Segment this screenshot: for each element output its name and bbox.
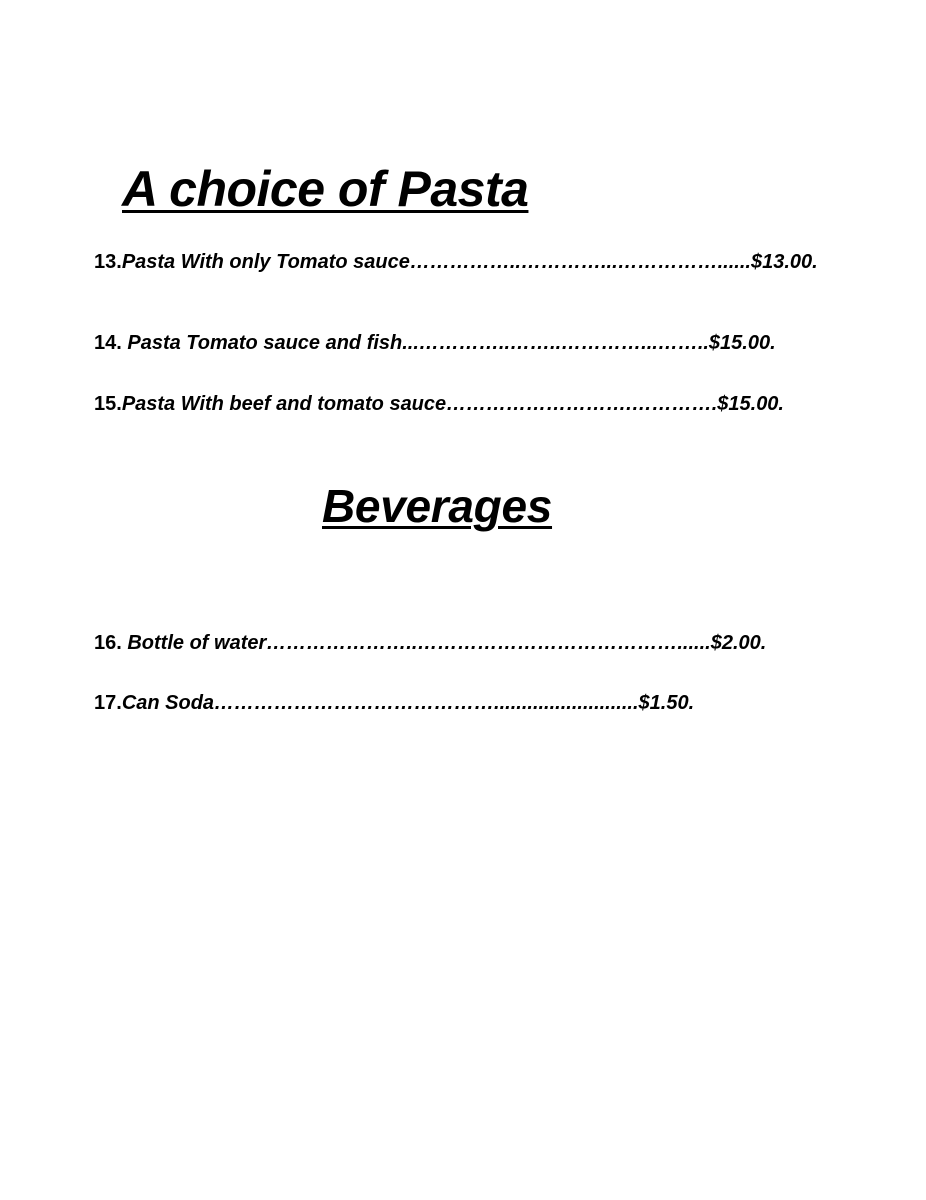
menu-item-14 [94, 330, 776, 356]
item-number: 15. [94, 393, 122, 415]
menu-item-17 [94, 690, 694, 716]
menu-item-13 [94, 249, 818, 275]
item-description-price: Pasta With only Tomato sauce……………..…………...……………......$13.00. [121, 251, 818, 273]
item-number: 14. [94, 332, 128, 354]
beverages-section-title: Beverages [322, 480, 553, 532]
pasta-section-title: A choice of Pasta [122, 161, 529, 217]
item-description-price: Pasta Tomato sauce and fish...…………..……..…………...……..$15.00. [127, 332, 776, 354]
menu-item-16 [94, 630, 766, 656]
menu-item-15 [94, 391, 784, 417]
item-description-price: Pasta With beef and tomato sauce……………………….………….$15.00. [121, 393, 784, 415]
item-number: 17. [94, 692, 122, 714]
item-number: 16. [94, 632, 128, 654]
item-description-price: Bottle of water…………………..…………………………………......$2.00. [127, 632, 767, 654]
item-number: 13. [94, 251, 122, 273]
item-description-price: Can Soda……………………………………..........................$1.50. [121, 692, 695, 714]
